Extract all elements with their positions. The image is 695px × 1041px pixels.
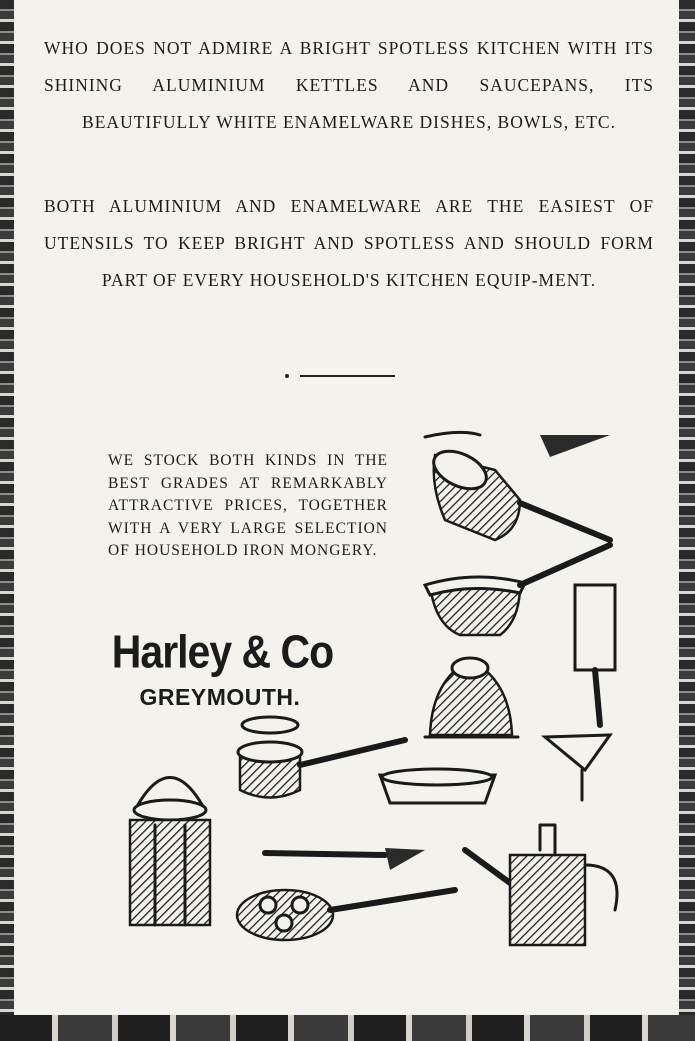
bottom-decorative-border	[0, 1015, 695, 1041]
stock-paragraph: WE STOCK BOTH KINDS IN THE BEST GRADES AT REMARKABLY ATTRACTIVE PRICES, TOGETHER WITH A VERY LARGE SELECTION OF HOUSEHOLD IRON MONGERY.	[108, 452, 388, 559]
intro-paragraph: WHO DOES NOT ADMIRE A BRIGHT SPOTLESS KITCHEN WITH ITS SHINING ALUMINIUM KETTLES AND SAUCEPANS, ITS BEAUTIFULLY WHITE ENAMELWARE DISHES, BOWLS, ETC.	[44, 38, 654, 132]
pie-dish-icon	[380, 769, 495, 803]
saucepan-icon	[428, 444, 610, 540]
second-paragraph: BOTH ALUMINIUM AND ENAMELWARE ARE THE EASIEST OF UTENSILS TO KEEP BRIGHT AND SPOTLESS AND SHOULD FORM PART OF EVERY HOUSEHOLD'S KITCHEN EQUIP-MENT.	[44, 196, 654, 290]
brand-name: Harley & Co	[111, 626, 334, 678]
divider-dot	[285, 374, 289, 378]
egg-poacher-pan-icon	[237, 890, 455, 940]
right-decorative-border	[679, 0, 695, 1030]
funnel-icon	[545, 735, 610, 800]
section-divider	[300, 375, 395, 377]
lantern-icon	[130, 778, 210, 926]
meat-cleaver-icon	[575, 585, 615, 725]
left-decorative-border	[0, 0, 14, 1030]
kitchenware-illustration	[100, 425, 640, 965]
brand-location: GREYMOUTH.	[139, 684, 301, 710]
ladle-icon	[265, 848, 425, 870]
watering-can-icon	[465, 825, 617, 945]
jelly-mould-icon	[425, 658, 518, 737]
lidded-saucepan-icon	[238, 717, 405, 798]
